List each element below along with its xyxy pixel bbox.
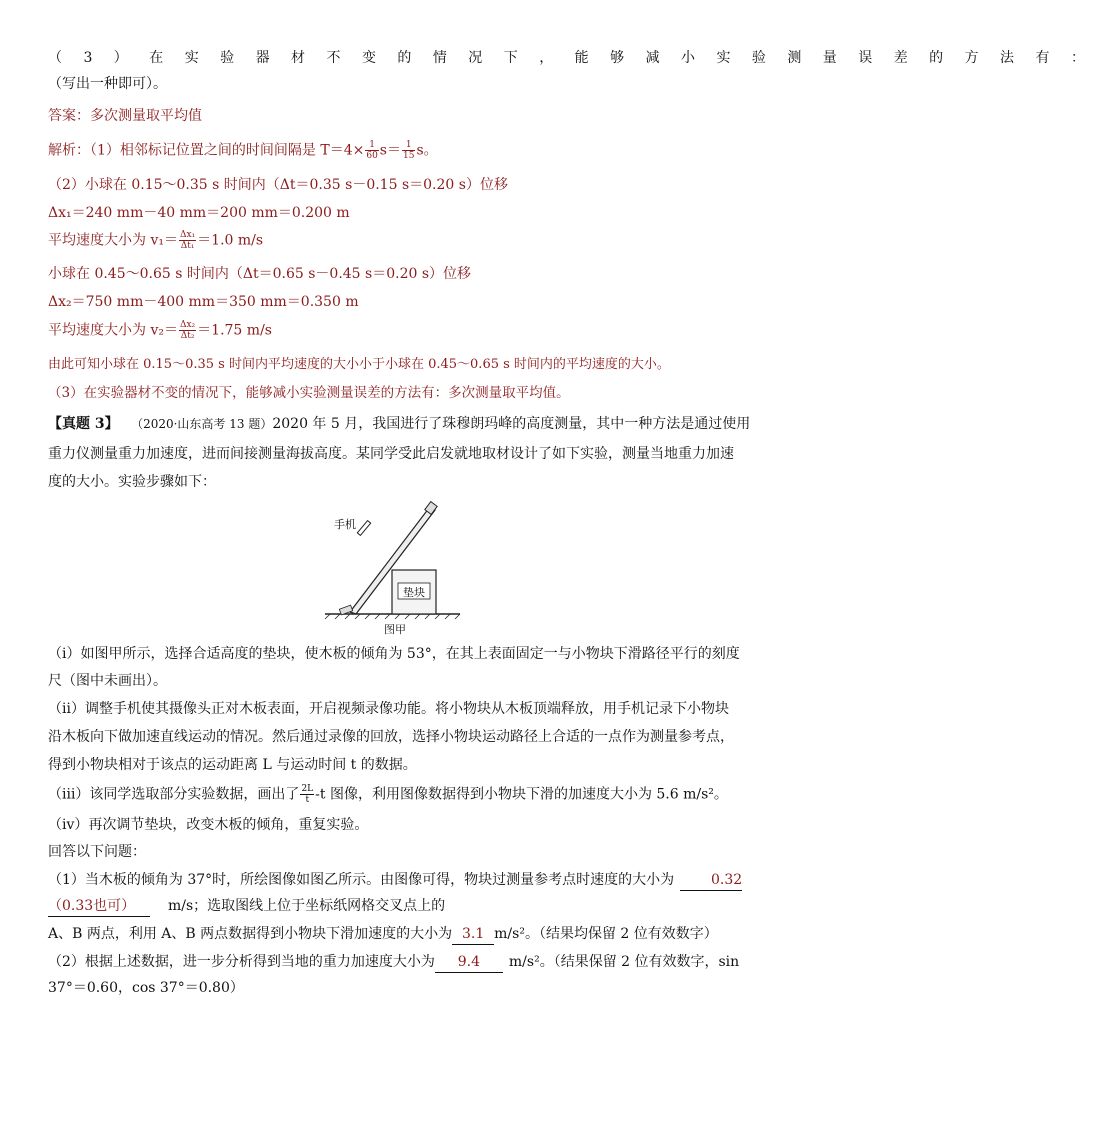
problem-source: （2020·山东高考 13 题） — [131, 417, 273, 431]
analysis-line-4 — [48, 230, 746, 251]
question-text: A、B 两点，利用 A、B 两点数据得到小物块下滑加速度的大小为 — [48, 926, 453, 942]
figure-caption: 图甲 — [384, 623, 406, 636]
block-label: 垫块 — [403, 586, 425, 599]
answer-blank-2: 3.1 — [452, 924, 494, 945]
question-1-line-1 — [48, 870, 746, 891]
questions-intro: 回答以下问题： — [48, 844, 146, 860]
question-text: （2）根据上述数据，进一步分析得到当地的重力加速度大小为 — [48, 954, 435, 970]
analysis-line-8: 由此可知小球在 0.15～0.35 s 时间内平均速度的大小小于小球在 0.45～0.65 s 时间内的平均速度的大小。 — [48, 357, 670, 372]
answer-blank-1: 0.32 — [680, 870, 742, 891]
step-text: -t 图像，利用图像数据得到小物块下滑的加速度大小为 5.6 m/s²。 — [315, 786, 728, 803]
analysis-line-5: 小球在 0.45～0.65 s 时间内（Δt＝0.65 s－0.45 s＝0.20 s）位移 — [48, 266, 472, 282]
analysis-line-2: （2）小球在 0.15～0.35 s 时间内（Δt＝0.35 s－0.15 s＝0.20 s）位移 — [48, 177, 508, 193]
question-text: （1）当木板的倾角为 37°时，所绘图像如图乙所示。由图像可得，物块过测量参考点时速度的大小为 — [48, 872, 675, 888]
q3-question-line-2: （写出一种即可）。 — [48, 76, 167, 92]
analysis-line-7 — [48, 320, 746, 341]
step-2-line-2: 沿木板向下做加速直线运动的情况。然后通过录像的回放，选择小物块运动路径上合适的一点作为测量参考点， — [48, 729, 734, 745]
analysis-line-3: Δx₁＝240 mm－40 mm＝200 mm＝0.200 m — [48, 205, 350, 221]
step-2-line-1: （ⅱ）调整手机使其摄像头正对木板表面，开启视频录像功能。将小物块从木板顶端释放，用手机记录下小物块 — [48, 701, 729, 717]
analysis-text: ＝1.0 m/s — [197, 232, 264, 249]
question-2-line-2: 37°＝0.60，cos 37°＝0.80） — [48, 980, 244, 996]
problem-line-3: 度的大小。实验步骤如下： — [48, 474, 216, 490]
analysis-line-6: Δx₂＝750 mm－400 mm＝350 mm＝0.350 m — [48, 294, 359, 310]
question-text: m/s；选取图线上位于坐标纸网格交叉点上的 — [168, 898, 446, 914]
problem-tag: 【真题 3】 — [48, 416, 119, 432]
analysis-text: 解析：（1）相邻标记位置之间的时间间隔是 T＝4× — [48, 142, 365, 159]
step-1-line-2: 尺（图中未画出）。 — [48, 673, 167, 689]
step-4-line: （ⅳ）再次调节垫块，改变木板的倾角，重复实验。 — [48, 817, 369, 833]
question-1-line-2 — [48, 896, 746, 917]
problem-line-2: 重力仪测量重力加速度，进而间接测量海拔高度。某同学受此启发就地取材设计了如下实验，测量当地重力加速 — [48, 446, 734, 462]
answer-line: 答案：多次测量取平均值 — [48, 108, 202, 124]
analysis-text: 平均速度大小为 v₁＝ — [48, 232, 178, 249]
q3-question-line: （ 3 ） 在 实 验 器 材 不 变 的 情 况 下 ， 能 够 减 小 实 验 测 量 误 差 的 方 法 有 ： — [48, 50, 1093, 66]
ground-hatch — [325, 614, 460, 619]
analysis-text: s＝ — [379, 142, 401, 159]
fraction: $\frac{2L}{t}$ — [301, 784, 314, 805]
analysis-text: ＝1.75 m/s — [197, 322, 272, 339]
problem-line-1 — [48, 414, 751, 434]
analysis-text: 平均速度大小为 v₂＝ — [48, 322, 178, 339]
fraction: $\frac{1}{60}$ — [366, 140, 378, 161]
phone-shape — [357, 521, 370, 536]
analysis-line-9: （3）在实验器材不变的情况下，能够减小实验测量误差的方法有：多次测量取平均值。 — [48, 385, 570, 401]
question-1-line-3 — [48, 924, 746, 945]
problem-text: 2020 年 5 月，我国进行了珠穆朗玛峰的高度测量，其中一种方法是通过使用 — [272, 416, 751, 432]
answer-blank-3: 9.4 — [435, 952, 503, 973]
step-2-line-3: 得到小物块相对于该点的运动距离 L 与运动时间 t 的数据。 — [48, 757, 417, 773]
step-1-line-1: （ⅰ）如图甲所示，选择合适高度的垫块，使木板的倾角为 53°，在其上表面固定一与小物块下滑路径平行的刻度 — [48, 646, 740, 662]
answer-blank-1-alt: （0.33也可） — [48, 896, 150, 917]
analysis-line-1 — [48, 140, 746, 161]
experiment-figure — [320, 500, 480, 640]
question-2-line-1 — [48, 952, 746, 973]
phone-label: 手机 — [334, 518, 356, 531]
fraction: $\frac{\text{Δx₂}}{\text{Δt₂}}$ — [179, 320, 196, 341]
analysis-text: s。 — [416, 142, 438, 159]
fraction: $\frac{\text{Δx₁}}{\text{Δt₁}}$ — [179, 230, 196, 251]
question-text: m/s²。（结果保留 2 位有效数字，sin — [508, 954, 740, 970]
fraction: $\frac{1}{15}$ — [402, 140, 415, 161]
question-text: m/s²。（结果均保留 2 位有效数字） — [494, 926, 718, 942]
step-text: （ⅲ）该同学选取部分实验数据，画出了 — [48, 786, 300, 803]
step-3-line — [48, 784, 746, 805]
